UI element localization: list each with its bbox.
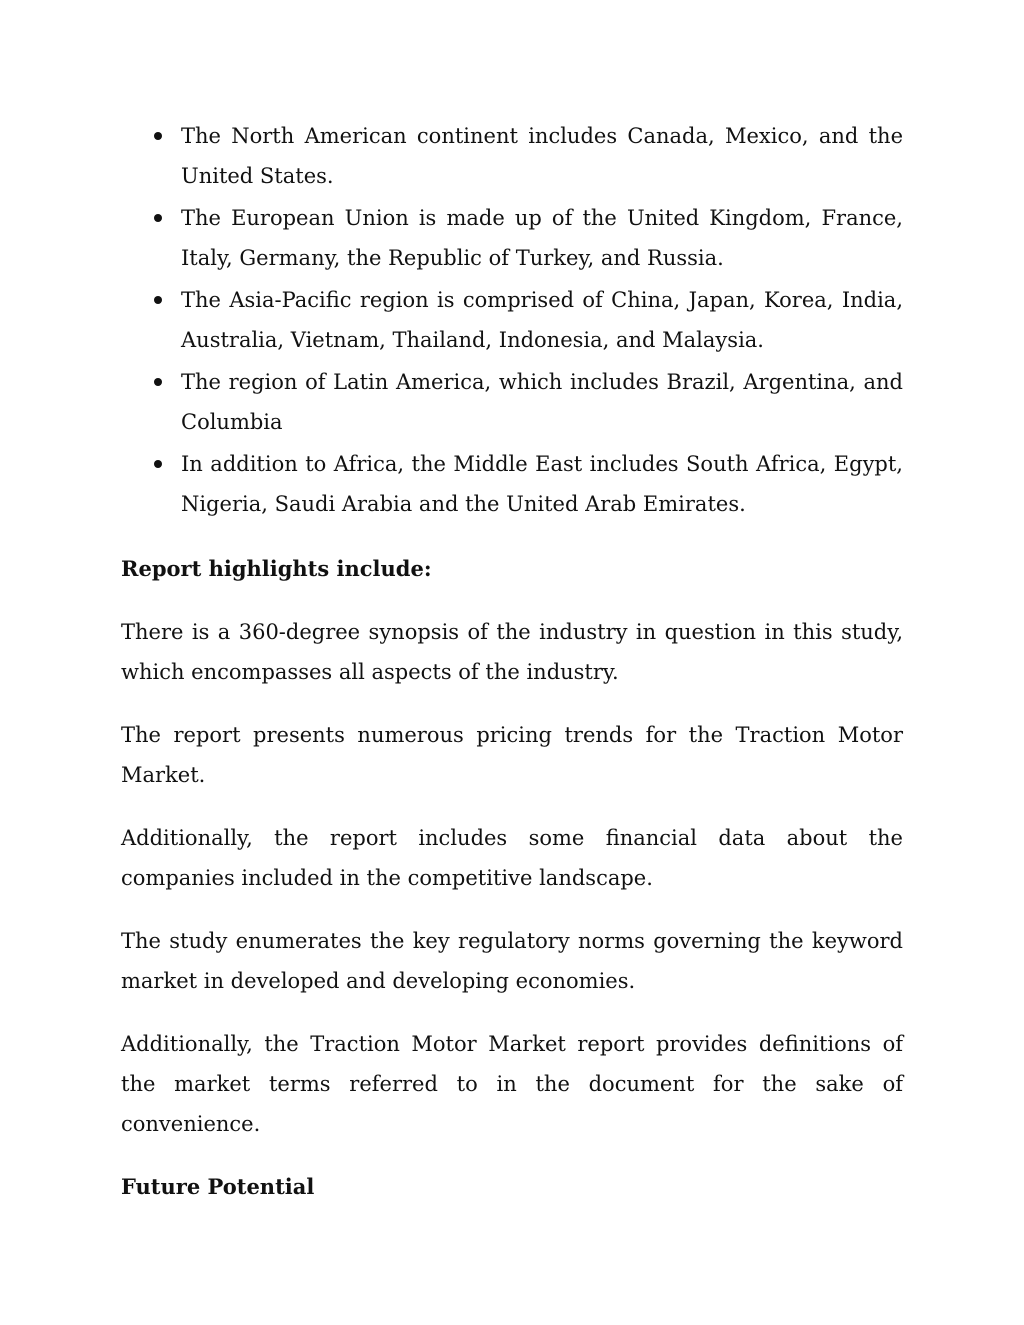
bullet-icon xyxy=(154,214,162,222)
highlight-paragraph: Additionally, the Traction Motor Market report provides definitions of the market terms referred to in the document for the sake of convenience. xyxy=(121,1032,903,1136)
list-item xyxy=(121,362,903,442)
highlight-paragraph: The report presents numerous pricing trends for the Traction Motor Market. xyxy=(121,723,903,787)
future-potential-heading: Future Potential xyxy=(121,1174,315,1199)
bullet-icon xyxy=(154,296,162,304)
bullet-icon xyxy=(154,132,162,140)
highlight-paragraph: The study enumerates the key regulatory norms governing the keyword market in developed and developing economies. xyxy=(121,929,903,993)
bullet-icon xyxy=(154,378,162,386)
highlight-paragraph: Additionally, the report includes some financial data about the companies included in the competitive landscape. xyxy=(121,826,903,890)
list-item xyxy=(121,116,903,196)
document-page xyxy=(121,116,903,1207)
region-text: The region of Latin America, which includes Brazil, Argentina, and Columbia xyxy=(181,370,903,434)
highlights-heading: Report highlights include: xyxy=(121,556,432,581)
list-item xyxy=(121,198,903,278)
bullet-icon xyxy=(154,460,162,468)
highlight-paragraph: There is a 360-degree synopsis of the industry in question in this study, which encompasses all aspects of the industry. xyxy=(121,620,903,684)
region-text: The Asia-Pacific region is comprised of China, Japan, Korea, India, Australia, Vietnam, Thailand, Indonesia, and Malaysia. xyxy=(181,288,903,352)
region-text: The European Union is made up of the United Kingdom, France, Italy, Germany, the Republic of Turkey, and Russia. xyxy=(181,206,903,270)
region-text: In addition to Africa, the Middle East includes South Africa, Egypt, Nigeria, Saudi Arabia and the United Arab Emirates. xyxy=(181,452,903,516)
list-item xyxy=(121,280,903,360)
region-text: The North American continent includes Canada, Mexico, and the United States. xyxy=(181,124,903,188)
list-item xyxy=(121,444,903,524)
regions-list xyxy=(121,116,903,524)
